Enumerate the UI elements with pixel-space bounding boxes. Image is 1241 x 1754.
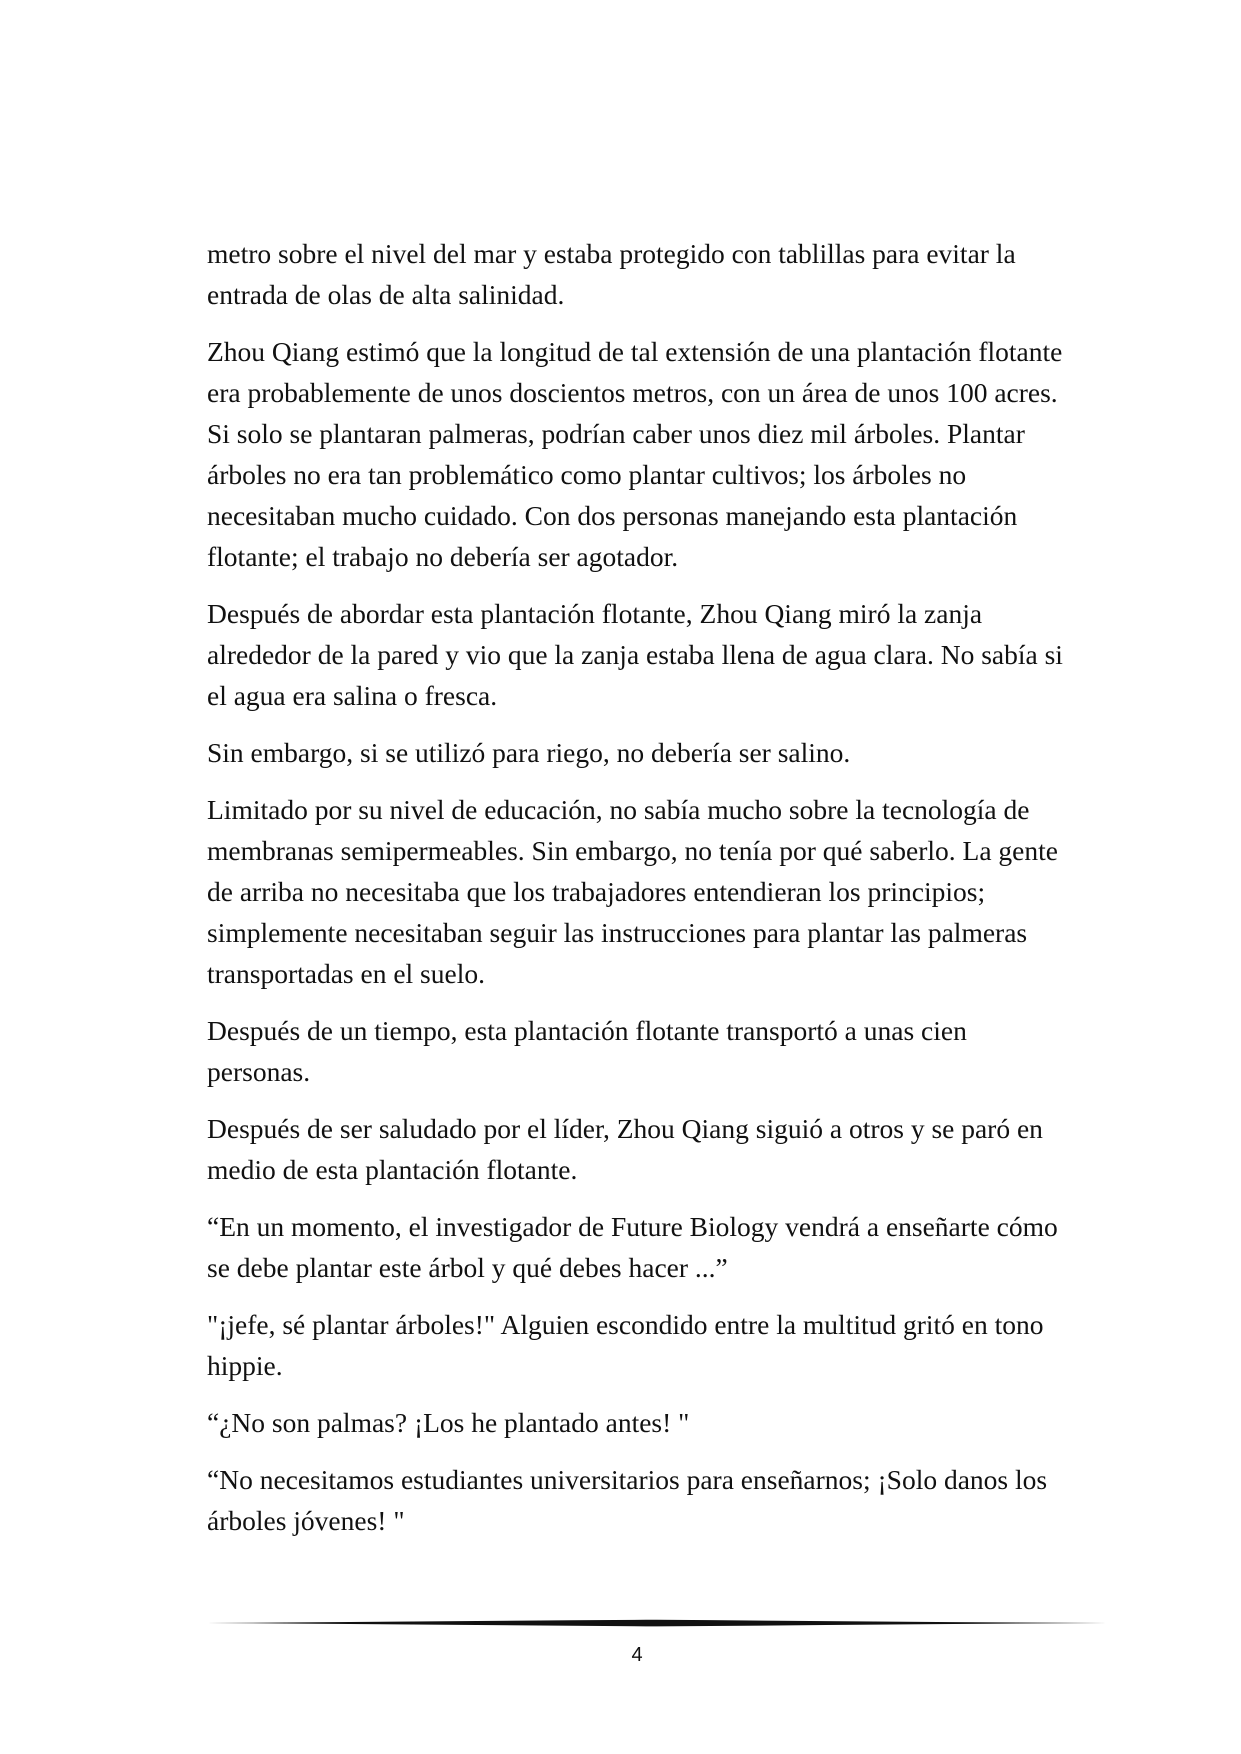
paragraph: Después de ser saludado por el líder, Zhou Qiang siguió a otros y se paró en medio de esta plantación flotante. <box>207 1113 1043 1185</box>
paragraph: “¿No son palmas? ¡Los he plantado antes! " <box>207 1407 690 1438</box>
paragraph: Después de un tiempo, esta plantación flotante transportó a unas cien personas. <box>207 1015 967 1087</box>
body-text <box>207 233 1069 1557</box>
paragraph: Zhou Qiang estimó que la longitud de tal extensión de una plantación flotante era probablemente de unos doscientos metros, con un área de unos 100 acres. Si solo se plantaran palmeras, podrían caber unos diez mil árboles. Plantar árboles no era tan problemático como plantar cultivos; los árboles no necesitaban mucho cuidado. Con dos personas manejando esta plantación flotante; el trabajo no debería ser agotador. <box>207 336 1063 572</box>
paragraph: "¡jefe, sé plantar árboles!" Alguien escondido entre la multitud gritó en tono hippie. <box>207 1309 1044 1381</box>
footer-divider <box>207 1617 1107 1629</box>
paragraph: Después de abordar esta plantación flotante, Zhou Qiang miró la zanja alrededor de la pared y vio que la zanja estaba llena de agua clara. No sabía si el agua era salina o fresca. <box>207 598 1063 711</box>
page-number: 4 <box>631 1644 643 1666</box>
paragraph: “No necesitamos estudiantes universitarios para enseñarnos; ¡Solo danos los árboles jóvenes! " <box>207 1464 1048 1536</box>
paragraph: Sin embargo, si se utilizó para riego, no debería ser salino. <box>207 737 851 768</box>
paragraph: metro sobre el nivel del mar y estaba protegido con tablillas para evitar la entrada de olas de alta salinidad. <box>207 238 1016 310</box>
paragraph: Limitado por su nivel de educación, no sabía mucho sobre la tecnología de membranas semipermeables. Sin embargo, no tenía por qué saberlo. La gente de arriba no necesitaba que los trabajadores entendieran los principios; simplemente necesitaban seguir las instrucciones para plantar las palmeras transportadas en el suelo. <box>207 794 1058 989</box>
paragraph: “En un momento, el investigador de Future Biology vendrá a enseñarte cómo se debe plantar este árbol y qué debes hacer ...” <box>207 1211 1058 1283</box>
footer-divider-shape <box>207 1617 1107 1629</box>
